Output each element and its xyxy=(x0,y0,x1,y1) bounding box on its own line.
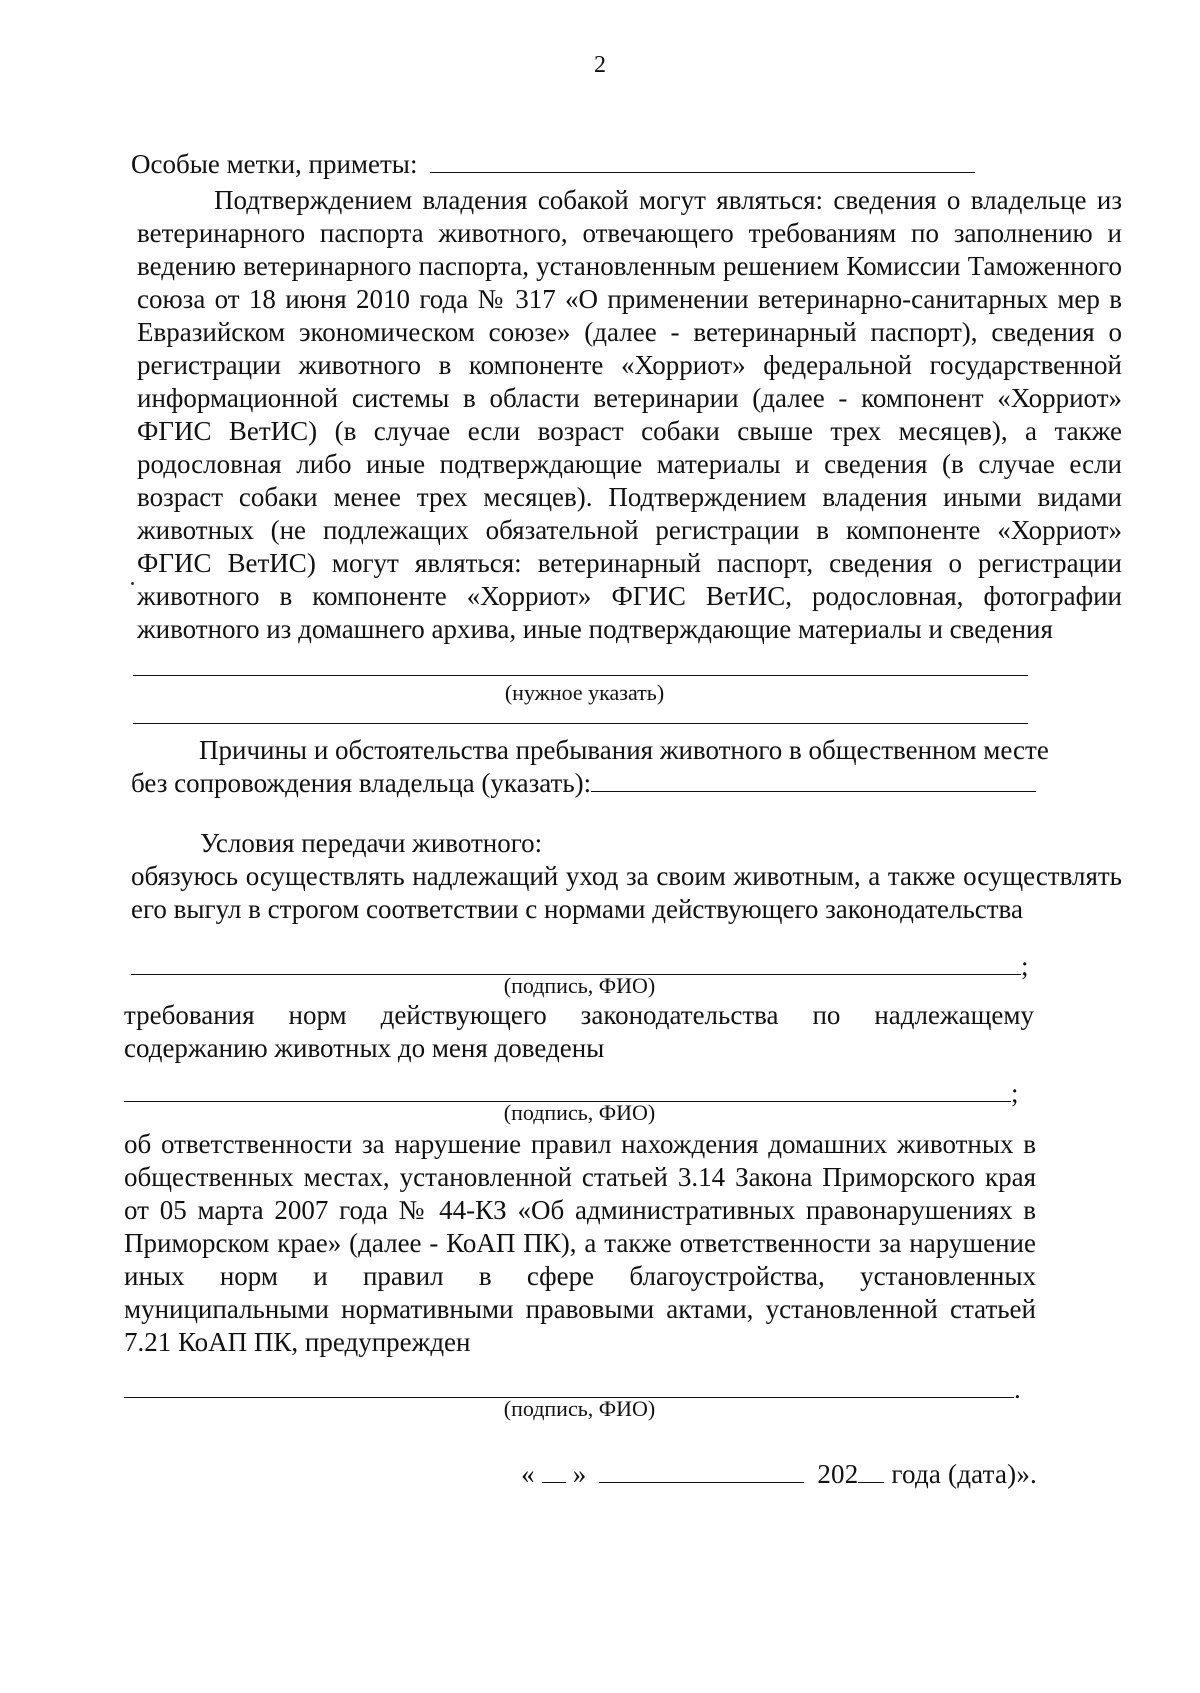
date-line xyxy=(137,1458,1037,1491)
ownership-paragraph: Подтверждением владения собакой могут являться: сведения о владельце из ветеринарного паспорта животного, отвечающего требованиям по заполнению и ведению ветеринарного паспорта, установленным решением Комиссии Таможенного союза от 18 июня 2010 года № 317 «О применении ветеринарно-санитарных мер в Евразийском экономическом союзе» (далее - ветеринарный паспорт), сведения о регистрации животного в компоненте «Хорриот» федеральной государственной информационной системы в области ветеринарии (далее - компонент «Хорриот» ФГИС ВетИС) (в случае если возраст собаки свыше трех месяцев), а также родословная либо иные подтверждающие материалы и сведения (в случае если возраст собаки менее трех месяцев). Подтверждением владения иными видами животных (не подлежащих обязательной регистрации в компоненте «Хорриот» ФГИС ВетИС) могут являться: ветеринарный паспорт, сведения о регистрации животного в компоненте «Хорриот» ФГИС ВетИС, родословная, фотографии животного из домашнего архива, иные подтверждающие материалы и сведения xyxy=(137,185,1122,644)
scan-dot xyxy=(131,582,134,585)
signature-block-2 xyxy=(124,1077,1029,1110)
special-marks-field[interactable] xyxy=(430,148,975,173)
care-commitment: обязуюсь осуществлять надлежащий уход за своим животным, а также осуществлять его выгул в строгом соответствии с нормами действующего законодательства xyxy=(131,861,1122,924)
date-month-field[interactable] xyxy=(599,1460,804,1483)
special-marks-row xyxy=(131,148,1122,181)
liability-text: об ответственности за нарушение правил нахождения домашних животных в общественных местах, установленной статьей 3.14 Закона Приморского края от 05 марта 2007 года № 44-КЗ «Об административных правонарушениях в Приморском крае» (далее - КоАП ПК), а также ответственности за нарушение иных норм и правил в сфере благоустройства, установленных муниципальными нормативными правовыми актами, установленной статьей 7.21 КоАП ПК, предупрежден xyxy=(124,1129,1036,1357)
signature-caption-1: (подпись, ФИО) xyxy=(503,973,656,998)
document-body xyxy=(124,148,1122,1491)
date-close-quote: » xyxy=(572,1459,587,1489)
signature-block-3 xyxy=(124,1373,1029,1406)
date-open-quote: « xyxy=(521,1459,535,1489)
signature-3-period: . xyxy=(1014,1374,1021,1404)
signature-line-3[interactable] xyxy=(124,1396,1014,1398)
specify-line[interactable] xyxy=(133,674,1028,676)
signature-block-1 xyxy=(131,950,1036,983)
reasons-block xyxy=(131,734,1122,800)
reasons-line-2-row xyxy=(131,767,1122,800)
reasons-line-2: без сопровождения владельца (указать): xyxy=(131,768,592,798)
signature-line-1[interactable] xyxy=(131,973,1021,975)
signature-line-2[interactable] xyxy=(124,1100,1011,1102)
signature-1-semicolon: ; xyxy=(1021,951,1029,981)
conditions-heading: Условия передачи животного: xyxy=(200,828,543,858)
signature-caption-2: (подпись, ФИО) xyxy=(503,1100,656,1125)
specify-line-2[interactable] xyxy=(133,722,1028,724)
requirements-text: требования норм действующего законодательства по надлежащему содержанию животных до меня доведены xyxy=(124,1000,1034,1063)
date-day-field[interactable] xyxy=(542,1460,566,1483)
signature-caption-3: (подпись, ФИО) xyxy=(503,1396,656,1421)
date-year-prefix: 202 xyxy=(817,1459,859,1489)
reasons-line-1: Причины и обстоятельства пребывания животного в общественном месте xyxy=(199,735,1049,765)
reasons-field[interactable] xyxy=(591,767,1036,792)
special-marks-label: Особые метки, приметы: xyxy=(131,149,418,179)
specify-caption: (нужное указать) xyxy=(504,680,665,705)
page-number: 2 xyxy=(594,52,606,78)
date-year-field[interactable] xyxy=(858,1460,884,1483)
date-suffix: года (дата)». xyxy=(891,1459,1037,1489)
signature-2-semicolon: ; xyxy=(1011,1078,1019,1108)
